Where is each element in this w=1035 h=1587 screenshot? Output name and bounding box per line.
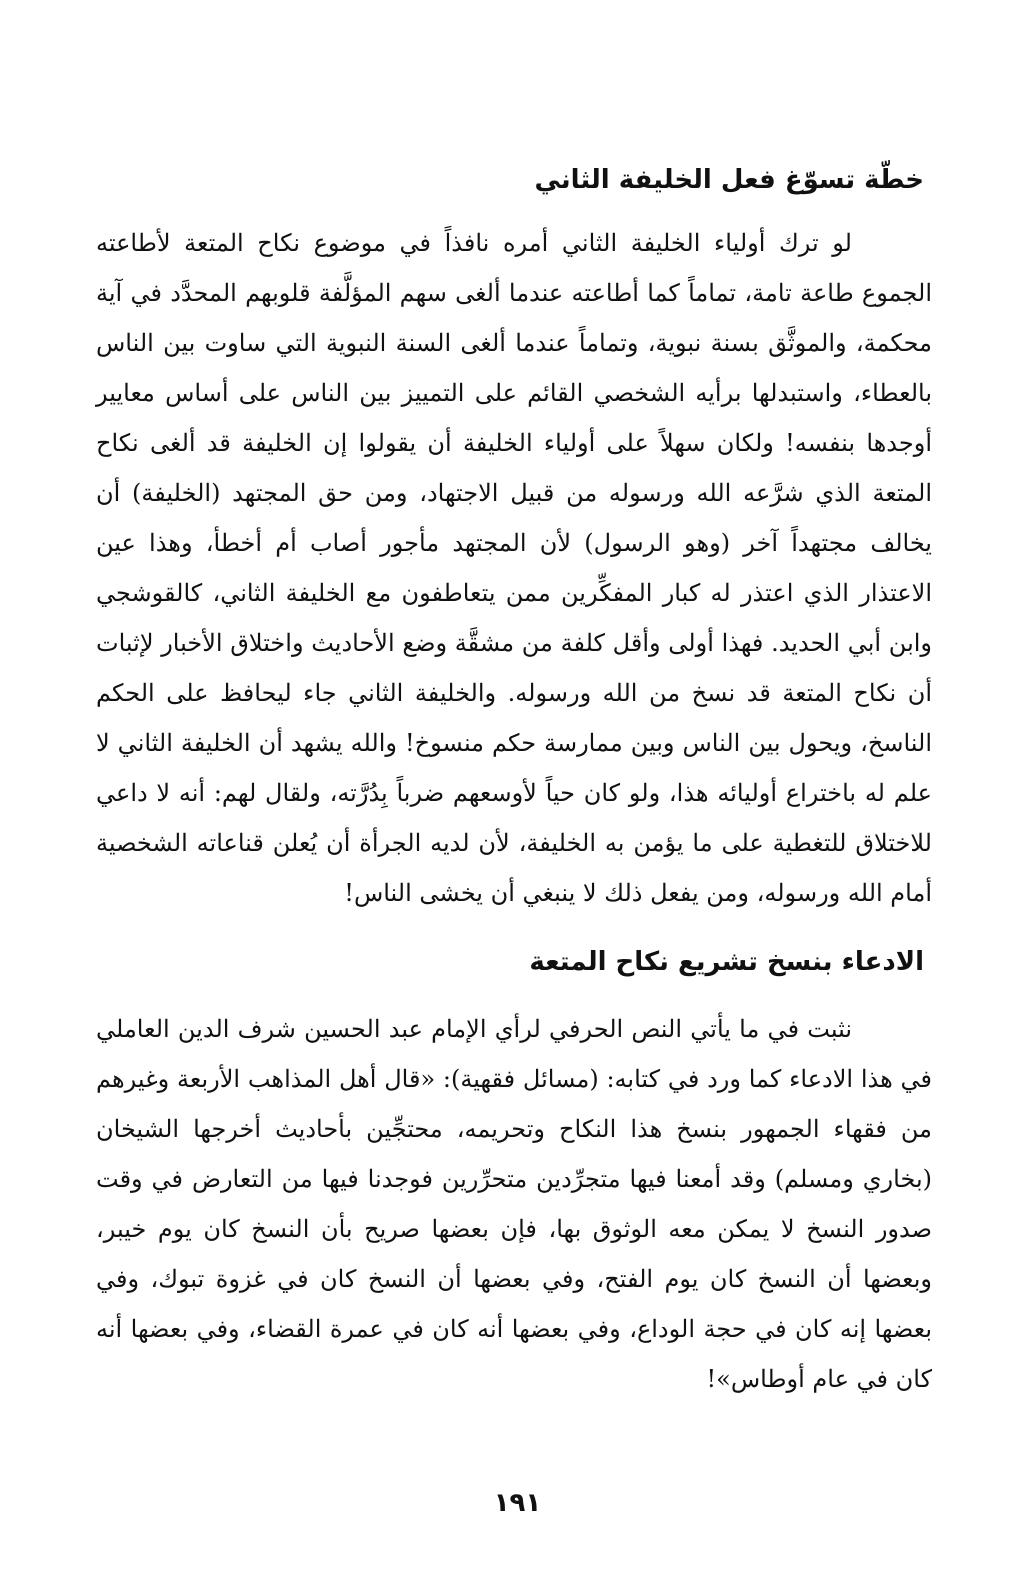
- book-page: [96, 160, 932, 1404]
- section-heading: الادعاء بنسخ تشريع نكاح المتعة: [529, 947, 924, 977]
- page-number: ١٩١: [493, 1488, 542, 1518]
- section-heading: خطّة تسوّغ فعل الخليفة الثاني: [534, 165, 924, 195]
- body-paragraph: نثبت في ما يأتي النص الحرفي لرأي الإمام عبد الحسين شرف الدين العاملي في هذا الادعاء كما ورد في كتابه: (مسائل فقهية): «قال أهل المذاهب الأربعة وغيرهم من فقهاء الجمهور بنسخ هذا النكاح وتحريمه، محتجِّين بأحاديث أخرجها الشيخان (بخاري ومسلم) وقد أمعنا فيها متجرِّدين متحرِّرين فوجدنا فيها من التعارض في وقت صدور النسخ لا يمكن معه الوثوق بها، فإن بعضها صريح بأن النسخ كان يوم خيبر، وبعضها أن النسخ كان يوم الفتح، وفي بعضها أن النسخ كان في غزوة تبوك، وفي بعضها إنه كان في حجة الوداع، وفي بعضها أنه كان في عمرة القضاء، وفي بعضها أنه كان في عام أوطاس»!: [96, 1015, 932, 1393]
- body-paragraph: لو ترك أولياء الخليفة الثاني أمره نافذاً في موضوع نكاح المتعة لأطاعته الجموع طاعة تامة، تماماً كما أطاعته عندما ألغى سهم المؤلَّفة قلوبهم المحدَّد في آية محكمة، والموثَّق بسنة نبوية، وتماماً عندما ألغى السنة النبوية التي ساوت بين الناس بالعطاء، واستبدلها برأيه الشخصي القائم على التمييز بين الناس على أساس معايير أوجدها بنفسه! ولكان سهلاً على أولياء الخليفة أن يقولوا إن الخليفة قد ألغى نكاح المتعة الذي شرَّعه الله ورسوله من قبيل الاجتهاد، ومن حق المجتهد (الخليفة) أن يخالف مجتهداً آخر (وهو الرسول) لأن المجتهد مأجور أصاب أم أخطأ، وهذا عين الاعتذار الذي اعتذر له كبار المفكِّرين ممن يتعاطفون مع الخليفة الثاني، كالقوشجي وابن أبي الحديد. فهذا أولى وأقل كلفة من مشقَّة وضع الأحاديث واختلاق الأخبار لإثبات أن نكاح المتعة قد نسخ من الله ورسوله. والخليفة الثاني جاء ليحافظ على الحكم الناسخ، ويحول بين الناس وبين ممارسة حكم منسوخ! والله يشهد أن الخليفة الثاني لا علم له باختراع أوليائه هذا، ولو كان حياً لأوسعهم ضرباً بِدُرَّته، ولقال لهم: أنه لا داعي للاختلاق للتغطية على ما يؤمن به الخليفة، لأن لديه الجرأة أن يُعلن قناعاته الشخصية أمام الله ورسوله، ومن يفعل ذلك لا ينبغي أن يخشى الناس!: [96, 229, 933, 907]
